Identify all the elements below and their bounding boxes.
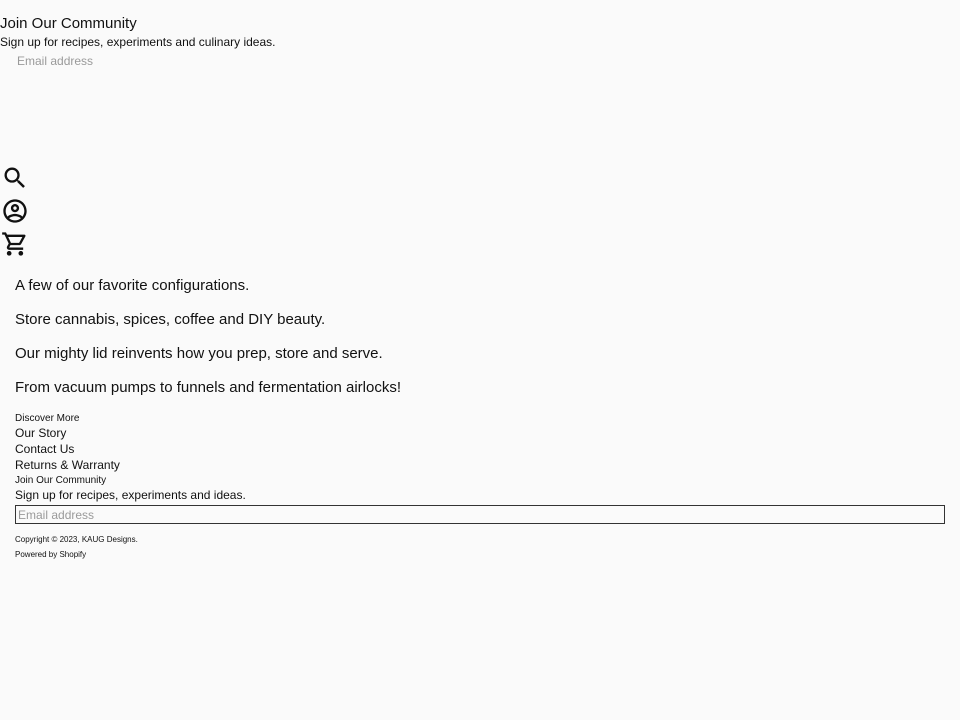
promo-line: Our mighty lid reinvents how you prep, store and serve. xyxy=(15,345,383,362)
newsletter-email-input[interactable] xyxy=(15,52,319,70)
promo-line: From vacuum pumps to funnels and fermentation airlocks! xyxy=(15,379,402,396)
account-icon xyxy=(1,197,29,225)
copyright-text: Copyright © 2023, KAUG Designs. xyxy=(15,535,138,544)
search-button[interactable] xyxy=(1,164,29,192)
newsletter-title: Join Our Community xyxy=(0,15,137,32)
newsletter-subtitle: Sign up for recipes, experiments and culinary ideas. xyxy=(0,35,276,49)
discover-more-heading: Discover More xyxy=(15,413,80,424)
community-heading: Join Our Community xyxy=(15,475,107,486)
promo-list xyxy=(15,276,401,412)
community-subtitle: Sign up for recipes, experiments and ideas. xyxy=(15,488,246,502)
account-button[interactable] xyxy=(1,197,29,225)
site-footer xyxy=(15,412,945,560)
promo-line: Store cannabis, spices, coffee and DIY beauty. xyxy=(15,311,326,328)
cart-button[interactable] xyxy=(1,230,29,258)
footer-email-input[interactable] xyxy=(15,505,945,524)
search-icon xyxy=(1,164,29,192)
powered-by-link[interactable]: Powered by Shopify xyxy=(15,550,87,559)
promo-line: A few of our favorite configurations. xyxy=(15,277,250,294)
cart-icon xyxy=(1,230,29,258)
footer-link-our-story[interactable]: Our Story xyxy=(15,426,67,440)
footer-link-contact-us[interactable]: Contact Us xyxy=(15,442,75,456)
footer-link-returns-warranty[interactable]: Returns & Warranty xyxy=(15,458,120,472)
